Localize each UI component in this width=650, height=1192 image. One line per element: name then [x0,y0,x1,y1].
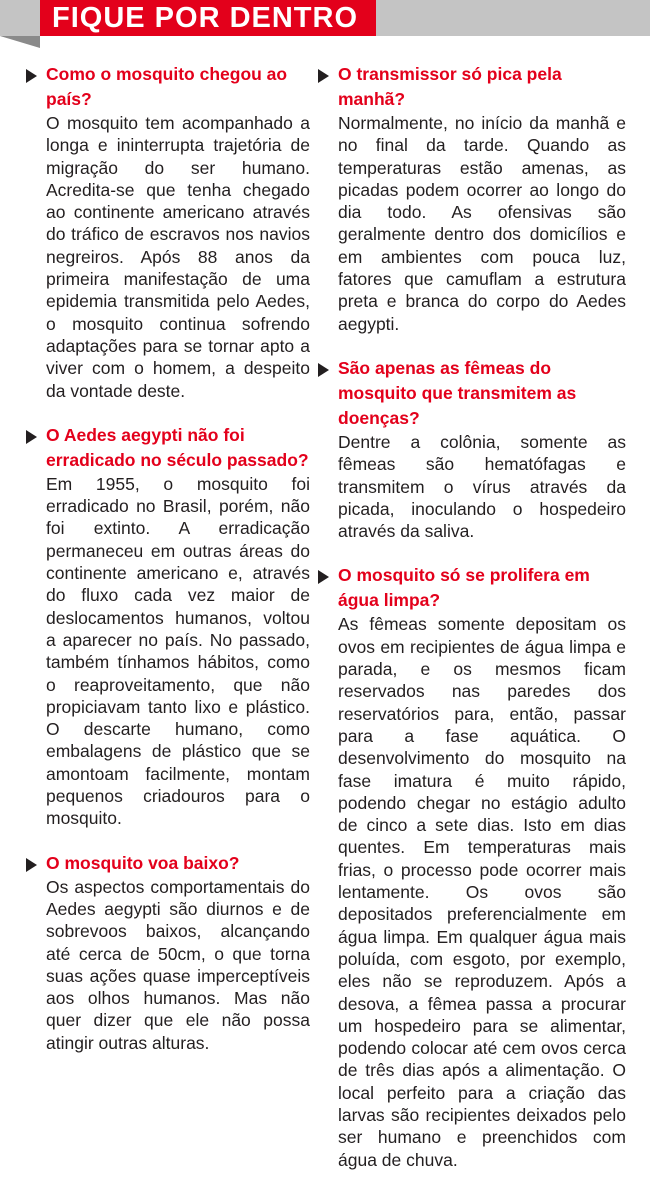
faq-item-eradication [24,423,310,830]
triangle-bullet-icon [318,363,329,377]
faq-question [316,62,626,112]
triangle-bullet-icon [26,858,37,872]
header-tag [40,0,376,36]
faq-question-text: O mosquito só se prolifera em água limpa? [338,565,590,611]
triangle-bullet-icon [318,570,329,584]
faq-item-bite-time [316,62,626,335]
faq-item-flight-height [24,851,310,1054]
faq-answer: Em 1955, o mosquito foi erradicado no Brasil, porém, não foi extinto. A erradicação permaneceu em outras áreas do continente americano e, através do fluxo cada vez maior de deslocamentos humanos, voltou a aparecer no país. No passado, também tínhamos hábitos, como o reaproveitamento, que não propiciavam tanto lixo e plástico. O descarte humano, como embalagens de plástico que se amontoam facilmente, montam pequenos criadouros para o mosquito. [46,473,310,829]
triangle-bullet-icon [26,430,37,444]
faq-question [24,62,310,112]
faq-question-text: O transmissor só pica pela manhã? [338,64,562,109]
faq-item-origin [24,62,310,402]
header-fold-shadow [0,36,40,48]
faq-question-text: São apenas as fêmeas do mosquito que transmitem as doenças? [338,357,577,428]
triangle-bullet-icon [318,69,329,83]
right-column [316,62,626,1192]
faq-question [24,851,310,876]
faq-answer: Dentre a colônia, somente as fêmeas são hematófagas e transmitem o vírus através da picada, inoculando o hospedeiro através da saliva. [338,431,626,542]
faq-answer: Os aspectos comportamentais do Aedes aegypti são diurnos e de sobrevoos baixos, alcançando até cerca de 50cm, o que torna suas ações quase imperceptíveis aos olhos humanos. Mas não quer dizer que ele não possa atingir outras alturas. [46,876,310,1053]
faq-question-text: Como o mosquito chegou ao país? [46,64,288,109]
faq-answer: O mosquito tem acompanhado a longa e ininterrupta trajetória de migração do ser humano. Acredita-se que tenha chegado ao continente americano através do tráfico de escravos nos navios negreiros. Após 88 anos da primeira manifestação de uma epidemia transmitida pelo Aedes, o mosquito continua sofrendo adaptações para se tornar apto a viver com o homem, a despeito da vontade deste. [46,113,310,401]
faq-item-clean-water [316,563,626,1170]
left-column [24,62,310,1075]
faq-answer: Normalmente, no início da manhã e no final da tarde. Quando as temperaturas estão amenas, as picadas podem ocorrer ao longo do dia todo. As ofensivas são geralmente dentro dos domicílios e em ambientes com pouca luz, fatores que camuflam a estrutura preta e branca do corpo do Aedes aegypti. [338,113,626,334]
faq-question-text: O Aedes aegypti não foi erradicado no século passado? [46,424,309,470]
faq-question [316,563,626,613]
faq-question-text: O mosquito voa baixo? [46,852,240,873]
faq-question [24,423,310,473]
page-title: FIQUE POR DENTRO [52,2,359,34]
faq-question [316,356,626,431]
faq-answer: As fêmeas somente depositam os ovos em recipientes de água limpa e parada, e os mesmos ficam reservados nas paredes dos reservatórios para, então, passar para a fase aquática. O desenvolvimento do mosquito na fase imatura é muito rápido, podendo chegar no estágio adulto de cinco a sete dias. Isto em dias quentes. Em temperaturas mais frias, o processo pode ocorrer mais lentamente. Os ovos são depositados preferencialmente em água limpa. Em qualquer água mais poluída, com esgoto, por exemplo, eles não se reproduzem. Após a desova, a fêmea passa a procurar um hospedeiro para se alimentar, podendo colocar até cem ovos cerca de três dias após a alimentação. O local perfeito para a criação das larvas são recipientes deixados pelo ser humano e preenchidos com água de chuva. [338,614,626,1170]
triangle-bullet-icon [26,69,37,83]
faq-item-females [316,356,626,542]
